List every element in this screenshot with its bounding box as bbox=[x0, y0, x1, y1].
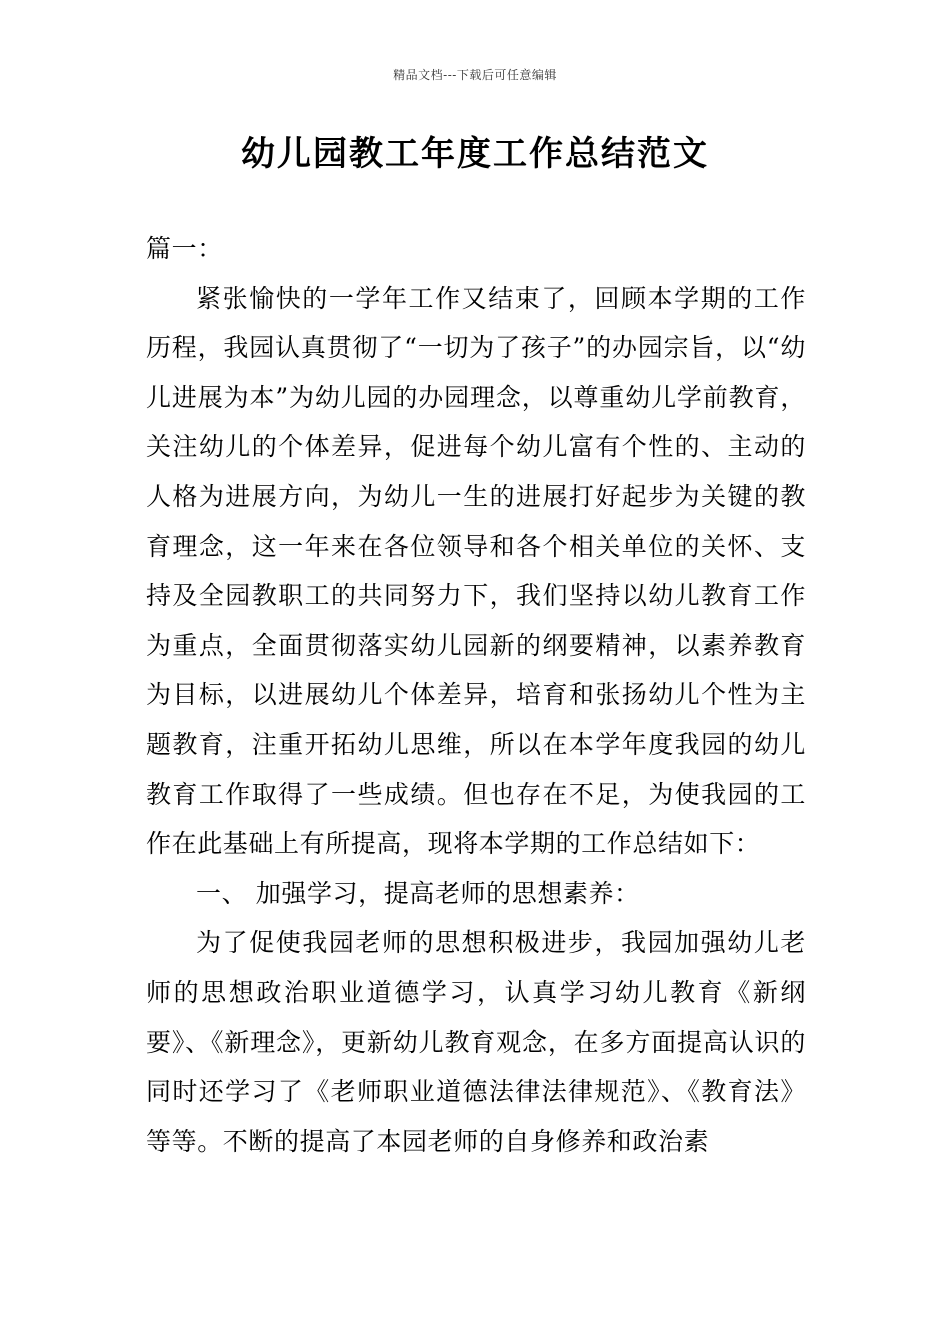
header-note: 精品文档---下载后可任意编辑 bbox=[393, 68, 557, 82]
paragraph-section-1: 为了促使我园老师的思想积极进步，我园加强幼儿老师的思想政治职业道德学习，认真学习幼儿教育《新纲要》、《新理念》，更新幼儿教育观念，在多方面提高认识的同时还学习了《老师职业道德法律法律规范》、《教育法》等等。不断的提高了本园老师的自身修养和政治素 bbox=[146, 928, 806, 1156]
section-heading-1: 一、 加强学习，提高老师的思想素养： bbox=[196, 878, 640, 908]
document-title: 幼儿园教工年度工作总结范文 bbox=[241, 134, 709, 174]
part-label: 篇一： bbox=[146, 234, 223, 263]
paragraph-intro: 紧张愉快的一学年工作又结束了，回顾本学期的工作历程，我园认真贯彻了“一切为了孩子”的办园宗旨，以“幼儿进展为本”为幼儿园的办园理念，以尊重幼儿学前教育，关注幼儿的个体差异，促进每个幼儿富有个性的、主动的人格为进展方向，为幼儿一生的进展打好起步为关键的教育理念，这一年来在各位领导和各个相关单位的关怀、支持及全园教职工的共同努力下，我们坚持以幼儿教育工作为重点，全面贯彻落实幼儿园新的纲要精神，以素养教育为目标，以进展幼儿个体差异，培育和张扬幼儿个性为主题教育，注重开拓幼儿思维，所以在本学年度我园的幼儿教育工作取得了一些成绩。但也存在不足，为使我园的工作在此基础上有所提高，现将本学期的工作总结如下： bbox=[146, 283, 806, 859]
document-body bbox=[146, 224, 806, 1166]
